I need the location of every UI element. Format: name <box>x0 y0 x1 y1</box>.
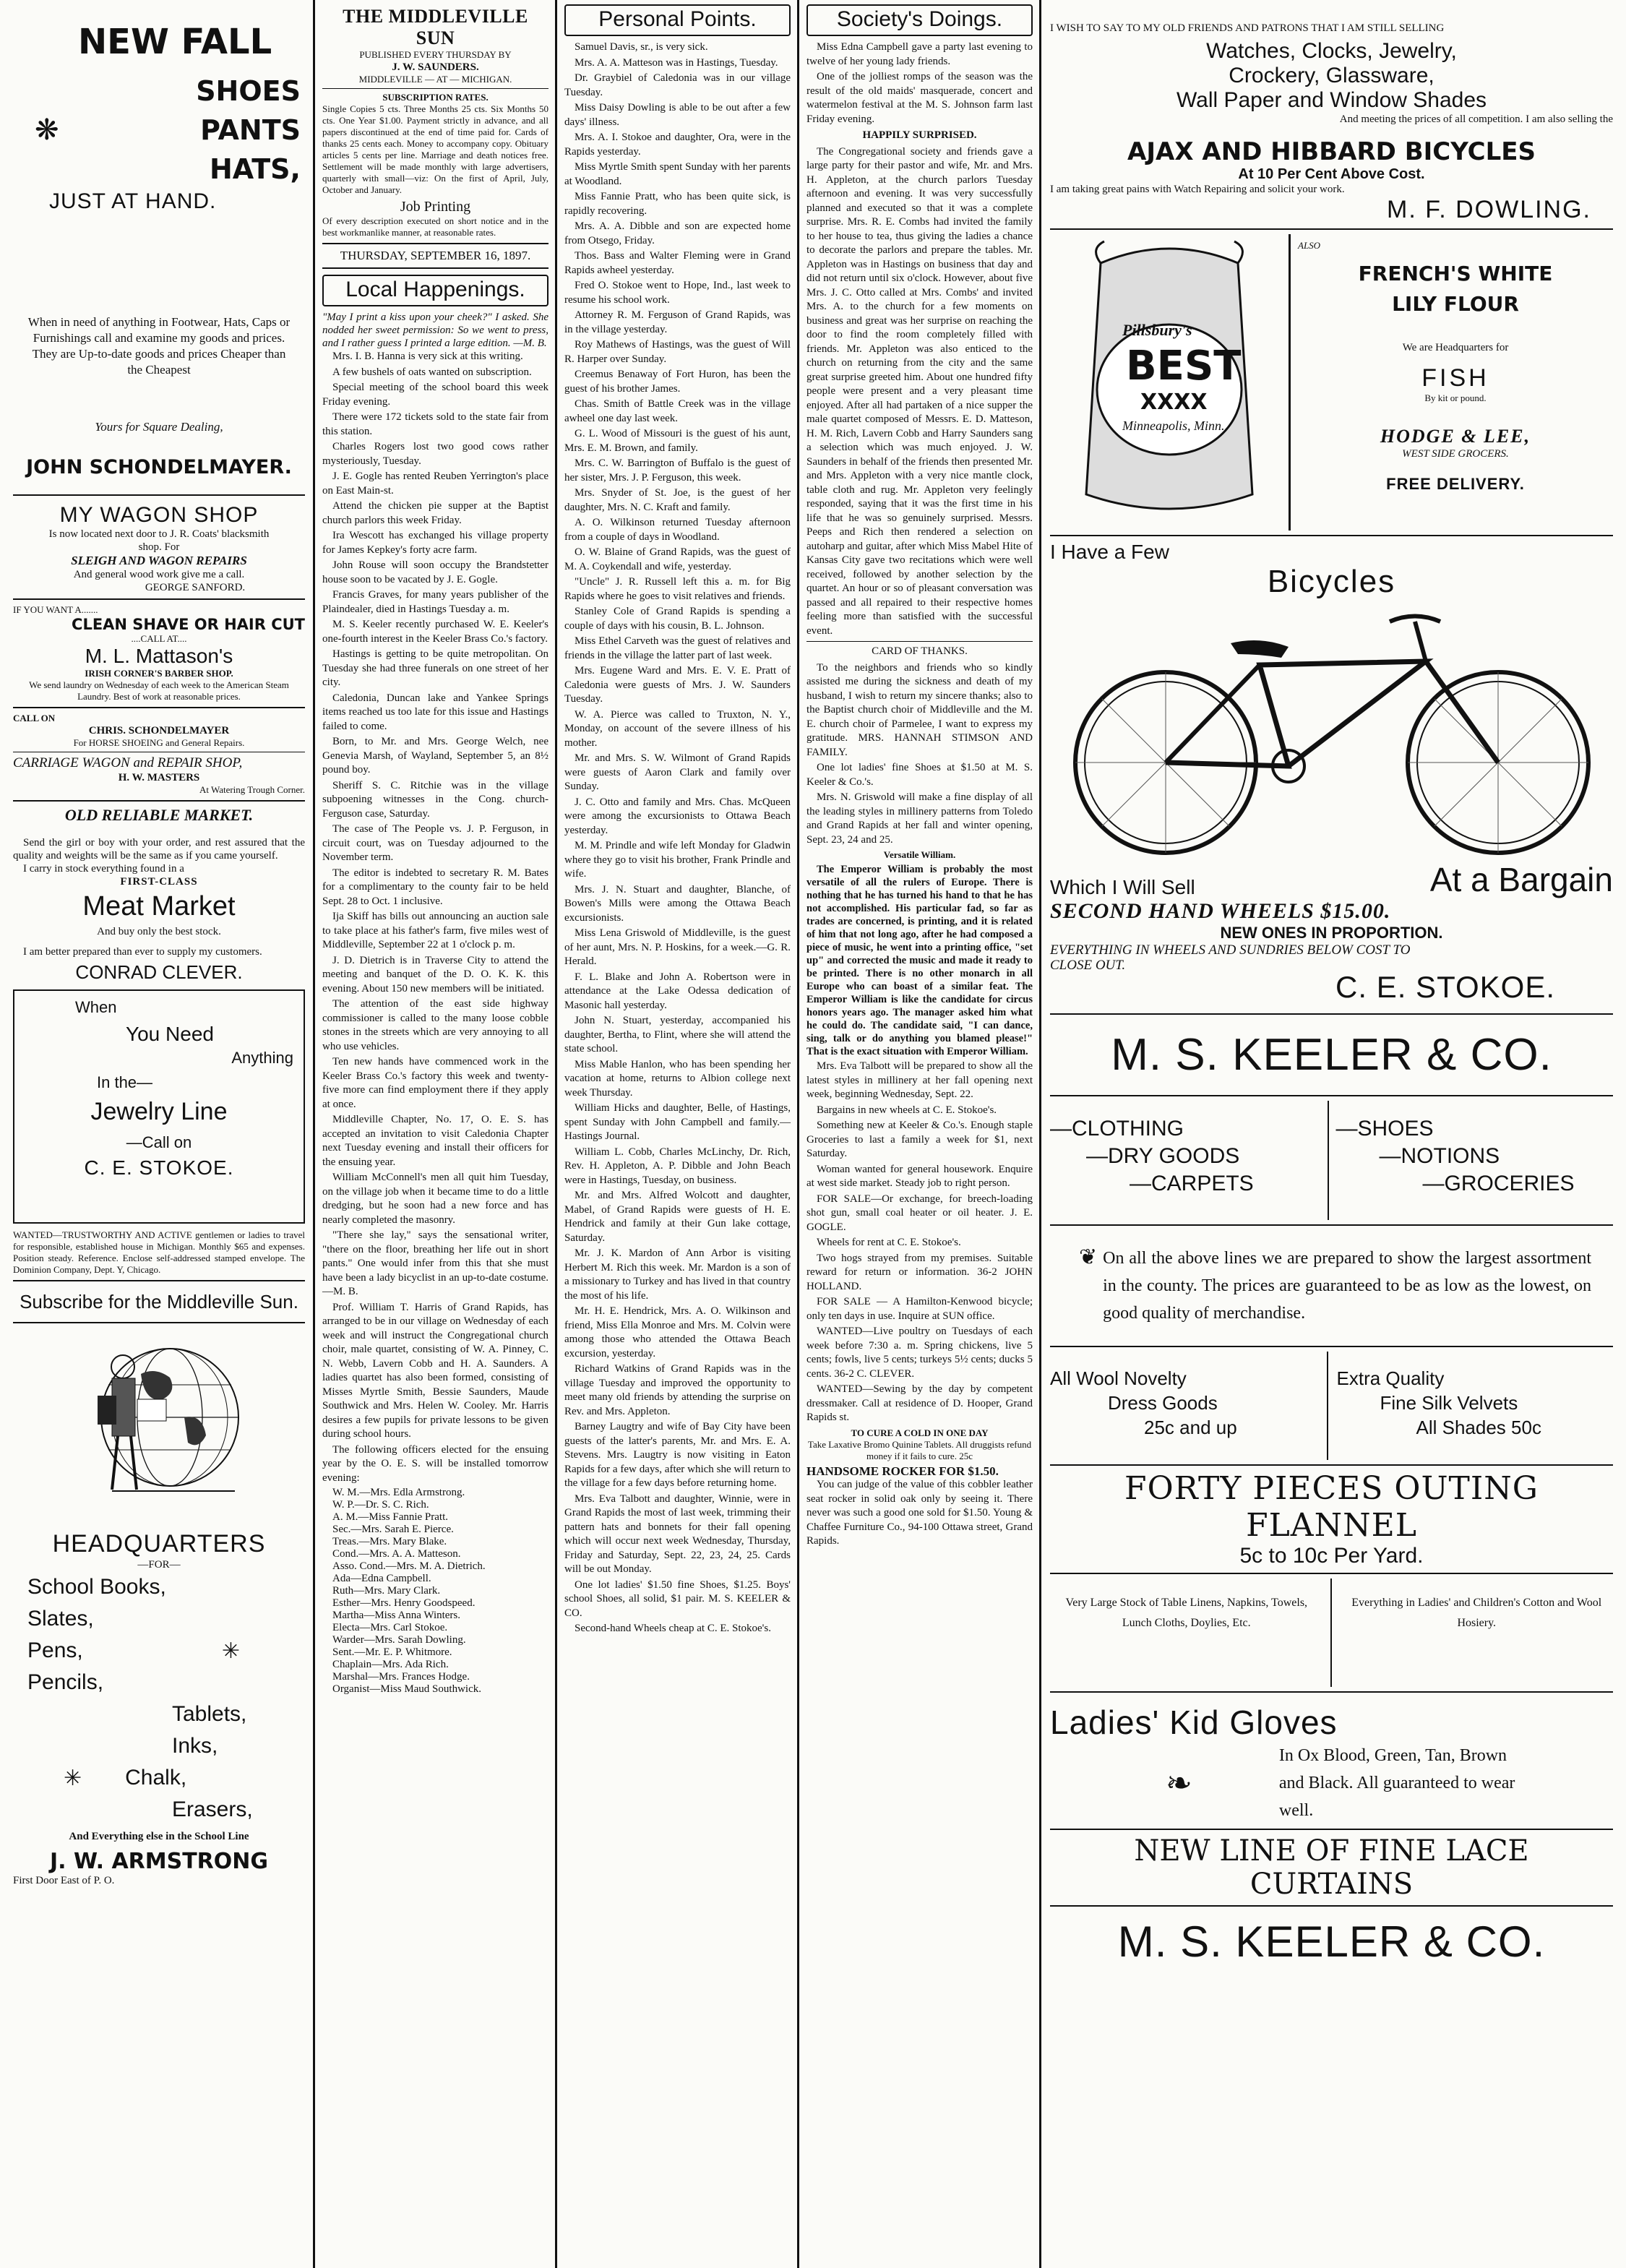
hq-item: Pens, <box>27 1638 83 1662</box>
shave-call: ....CALL AT.... <box>131 633 187 644</box>
wool-line-3: 25c and up <box>1144 1417 1237 1438</box>
news-item: The editor is indebted to secretary R. M. Bates for a complimentary to the county fair to be held Sept. 28 to Oct. 1 inclusive. <box>322 867 549 907</box>
news-item: The attention of the east side highway commissioner is called to the many loose cobble stones in the streets which are very annoying to all who use vehicles. <box>322 998 549 1052</box>
officer-entry: Sent.—Mr. E. P. Whitmore. <box>332 1646 452 1658</box>
market-ad <box>13 806 305 984</box>
jewelry-line-1: When <box>75 998 117 1016</box>
local-items <box>322 350 549 1485</box>
news-item: Fred O. Stokoe went to Hope, Ind., last week to resume his school work. <box>564 280 791 306</box>
hq-item: Inks, <box>172 1734 218 1758</box>
hq-item: Pencils, <box>27 1670 104 1694</box>
hosiery-ad: Everything in Ladies' and Children's Cotton and Wool Hosiery. <box>1351 1597 1602 1629</box>
article-paragraph: WANTED—Live poultry on Tuesdays of each week before 7:30 a. m. Spring chickens, live 5 cents; fowls, live 5 cents; turkeys 5½ cents; ducks 5 cents. 36-2 C. CLEVER. <box>806 1326 1033 1380</box>
news-item: Mr. and Mrs. Alfred Wolcott and daughter, Mabel, of Grand Rapids were guests of H. E. Hendrick and family at their Gun lake cottage, Saturday. <box>564 1190 791 1244</box>
market-stock: I carry in stock everything found in a <box>23 863 184 875</box>
article-paragraph: FOR SALE—Or exchange, for breech-loading shot gun, small coal heater or oil heater. J. E. GOGLE. <box>806 1193 1033 1233</box>
news-item: William Hicks and daughter, Belle, of Hastings, spent Sunday with John Campbell and family.—Hastings Journal. <box>564 1102 791 1142</box>
news-item: G. L. Wood of Missouri is the guest of his aunt, Mrs. E. M. Brown, and family. <box>564 428 791 454</box>
jewelry-line-2: You Need <box>126 1023 214 1045</box>
news-item: J. D. Dietrich is in Traverse City to attend the meeting and banquet of the D. O. K. K. this evening. About 150 new members will be initiated. <box>322 954 549 995</box>
dowling-line-1: Watches, Clocks, Jewelry, <box>1206 39 1457 63</box>
silk-line-1: Extra Quality <box>1336 1367 1445 1389</box>
market-body: Send the girl or boy with your order, and rest assured that the quality and weights will be the same as if you came yourself. <box>13 837 305 862</box>
article-paragraph: The Emperor William is probably the most versatile of all the rulers of Europe. There is nothing that he has turned his hand to that he has not accomplished. His particular fad, so far as trades are concerned, is printing, and it is related of him that not long ago, after he had composed a piece of music, he went into a printing office, "set up" and corrected the music and made it ready to be printed. There is no other monarch in all Europe who can boast of a similar feat. The Emperor William is like the candidate for circus honors years ago. The manager asked him what he could do. The candidate said, "I can dance, sing, talk or do anything you blamed please!" That is the exact situation with Emperor William. <box>806 864 1033 1057</box>
new-ones: NEW ONES IN PROPORTION. <box>1220 924 1443 942</box>
news-item: Richard Watkins of Grand Rapids was in the village Tuesday and improved the opportunity to meet many old friends by attending the surprise on Rev. and Mrs. Appleton. <box>564 1363 791 1417</box>
news-item: William McConnell's men all quit him Tuesday, on the village job when it became time to do a little dredging, but he soon had a new force and has nearly completed the masonry. <box>322 1172 549 1226</box>
news-item: Prof. William T. Harris of Grand Rapids, has arranged to be in our village on Wednesday of each week and will instruct the Congregational church choir, male quartet, consisting of W. A. Pinney, C. N. Webb, Lavern Cobb and H. A. Saunders. A ladies quartet has also been formed, consisting of Misses Myrtle Smith, Bessie Saunders, Maude Southwick and Mrs. Helen W. Cooley. Mr. Harris desires a few pupils for private lessons to be given during school hours. <box>322 1301 549 1440</box>
keeler-ad <box>1050 1029 1613 1967</box>
shoes-word: SHOES <box>196 75 301 107</box>
asterisk-icon: ✳ <box>64 1766 82 1790</box>
dowling-line-2: Crockery, Glassware, <box>1229 64 1434 87</box>
yours-line: Yours for Square Dealing, <box>95 420 223 434</box>
jewelry-line-4: In the— <box>97 1073 153 1091</box>
news-item: Mrs. A. A. Matteson was in Hastings, Tuesday. <box>575 56 778 69</box>
article-paragraph: Two hogs strayed from my premises. Suitable reward for return or information. 36-2 JOHN HOLLAND. <box>806 1252 1033 1292</box>
news-item: The following officers elected for the ensuing year by the O. E. S. will be installed tomorrow evening: <box>322 1443 549 1484</box>
wanted-ad: WANTED—TRUSTWORTHY AND ACTIVE gentlemen or ladies to travel for responsible, established house in Michigan. Monthly $65 and expenses. Position steady. Reference. Enclose self-addressed stamped envelope. The Dominion Company, Dept. Y, Chicago. <box>13 1229 305 1275</box>
shave-title: CLEAN SHAVE OR HAIR CUT <box>72 616 305 633</box>
news-item: M. S. Keeler recently purchased W. E. Keeler's one-fourth interest in the Keeler Brass Co.'s factory. <box>322 619 549 645</box>
flannel-head: FORTY PIECES OUTING FLANNEL <box>1124 1470 1539 1544</box>
news-item: Mr. J. K. Mardon of Ann Arbor is visiting Herbert M. Rich this week. Mr. Mardon is a son of a missionary to Turkey and has lived in that country the most of his life. <box>564 1247 791 1302</box>
personal-items <box>564 40 791 1636</box>
sack-brand: Pillsbury's <box>1122 321 1192 339</box>
news-item: William L. Cobb, Charles McLinchy, Dr. Rich, Rev. H. Appleton, A. P. Dibble and John Beach were in Hastings, Tuesday, on business. <box>564 1146 791 1186</box>
article-paragraph: You can judge of the value of this cobbler leather seat rocker in solid oak only by seeing it. There never was such a good one sold for $1.50. Young & Chaffee Furniture Co., 94-100 Ottawa street, Grand Rapids. <box>806 1479 1033 1547</box>
news-item: Mrs. A. I. Stokoe and daughter, Ora, were in the Rapids yesterday. <box>564 132 791 158</box>
society-doings-column <box>802 0 1037 2268</box>
globe-illustration <box>69 1331 249 1526</box>
news-item: O. W. Blaine of Grand Rapids, was the guest of M. A. Coykendall and wife, yesterday. <box>564 546 791 572</box>
publisher-name: J. W. SAUNDERS. <box>392 61 479 73</box>
sack-xxxx: XXXX <box>1140 390 1208 415</box>
news-item: M. M. Prindle and wife left Monday for Gladwin where they go to visit his brother, Frank Prindle and wife. <box>564 840 791 880</box>
line-item: —CARPETS <box>1130 1172 1254 1195</box>
bicycles-word: Bicycles <box>1267 564 1396 599</box>
news-item: Miss Fannie Pratt, who has been quite sick, is rapidly recovering. <box>564 191 791 217</box>
news-item: John Rouse will soon occupy the Brandstetter house soon to be vacated by J. E. Gogle. <box>322 559 549 585</box>
frenchs-flour: FRENCH'S WHITE LILY FLOUR <box>1358 262 1553 316</box>
rocker-head: HANDSOME ROCKER FOR $1.50. <box>806 1464 999 1478</box>
issue-date: THURSDAY, SEPTEMBER 16, 1897. <box>340 249 531 262</box>
leaf-ornament-icon: ❧ <box>1166 1765 1192 1801</box>
news-item: Samuel Davis, sr., is very sick. <box>575 41 708 53</box>
just-at-hand: JUST AT HAND. <box>49 189 217 213</box>
flannel-price: 5c to 10c Per Yard. <box>1239 1544 1424 1568</box>
fish-word: FISH <box>1421 364 1489 392</box>
news-item: "There she lay," says the sensational writer, "there on the floor, breathing her life out in short pants." One would infer from this that she must have been a lady bicyclist in an up-to-date costume.—M. B. <box>322 1229 549 1297</box>
hodge-lee-name: HODGE & LEE, <box>1380 426 1531 447</box>
masthead: THE MIDDLEVILLE SUN <box>343 6 528 48</box>
personal-points-head: Personal Points. <box>564 4 791 36</box>
silk-ad <box>1328 1352 1614 1460</box>
everything-wheels: EVERYTHING IN WHEELS AND SUNDRIES BELOW COST TO CLOSE OUT. <box>1050 942 1411 973</box>
schondelmayer-signature: JOHN SCHONDELMAYER. <box>26 456 292 478</box>
subscribe-notice: Subscribe for the Middleville Sun. <box>20 1291 298 1313</box>
sack-best: BEST <box>1126 343 1242 390</box>
hq-item: Slates, <box>27 1607 94 1631</box>
news-item: Middleville Chapter, No. 17, O. E. S. has accepted an invitation to visit Caledonia Chapter next Tuesday evening and install their officers for the ensuing year. <box>322 1114 549 1168</box>
call-on: CALL ON <box>13 713 56 723</box>
cold-cure-head: TO CURE A COLD IN ONE DAY <box>851 1427 989 1438</box>
have-few: I Have a Few <box>1050 541 1169 563</box>
hq-line: And Everything else in the School Line <box>69 1831 249 1842</box>
masters-name: H. W. MASTERS <box>118 772 200 783</box>
dowling-signature: M. F. DOWLING. <box>1387 196 1591 223</box>
jewelry-line-6: —Call on <box>126 1133 192 1151</box>
job-printing-body: Of every description executed on short notice and in the best workmanlike manner, at reasonable rates. <box>322 215 549 238</box>
best-stock: And buy only the best stock. <box>97 926 221 937</box>
column-rule <box>797 0 799 2268</box>
news-item: J. C. Otto and family and Mrs. Chas. McQueen were among the excursionists to Ottawa Beach yesterday. <box>564 796 791 836</box>
hq-item: Chalk, <box>125 1766 187 1790</box>
first-class: FIRST-CLASS <box>120 876 198 888</box>
news-item: Ira Wescott has exchanged his village property for James Kepkey's forty acre farm. <box>322 530 549 556</box>
carriage-ad <box>13 755 305 796</box>
wagon-signature: GEORGE SANFORD. <box>145 582 246 593</box>
versatile-head: Versatile William. <box>883 849 956 860</box>
armstrong-name: J. W. ARMSTRONG <box>49 1849 269 1874</box>
lace-curtains: NEW LINE OF FINE LACE CURTAINS <box>1134 1834 1529 1901</box>
news-item: Mrs. A. A. Dibble and son are expected home from Otsego, Friday. <box>564 220 791 246</box>
irish-corner: IRISH CORNER'S BARBER SHOP. <box>85 668 233 679</box>
officers-list <box>322 1487 549 1696</box>
news-item: Charles Rogers lost two good cows rather mysteriously, Tuesday. <box>322 441 549 467</box>
article-paragraph: Bargains in new wheels at C. E. Stokoe's. <box>817 1104 997 1116</box>
gloves-body: In Ox Blood, Green, Tan, Brown and Black. All guaranteed to wear well. <box>1278 1746 1515 1820</box>
prepared-block <box>1050 1230 1613 1341</box>
officer-entry: Cond.—Mrs. A. A. Matteson. <box>332 1548 461 1560</box>
happily-surprised-head: HAPPILY SURPRISED. <box>862 129 977 141</box>
subscription-title: SUBSCRIPTION RATES. <box>382 92 489 103</box>
news-item: Second-hand Wheels cheap at C. E. Stokoe's. <box>575 1623 771 1634</box>
watch-repair: I am taking great pains with Watch Repairing and solicit your work. <box>1050 184 1345 195</box>
wagon-repairs: SLEIGH AND WAGON REPAIRS <box>71 554 247 567</box>
news-item: A. O. Wilkinson returned Tuesday afternoon from a couple of days in Woodland. <box>564 517 791 543</box>
wool-silk-row <box>1050 1352 1613 1460</box>
news-item: Mrs. Snyder of St. Joe, is the guest of her daughter, Mrs. N. C. Kraft and family. <box>564 487 791 513</box>
officer-entry: W. M.—Mrs. Edla Armstrong. <box>332 1487 465 1498</box>
globe-schoolboy-icon <box>69 1331 249 1526</box>
gloves-head: Ladies' Kid Gloves <box>1050 1704 1338 1741</box>
news-item: There were 172 tickets sold to the state fair from this station. <box>322 411 549 437</box>
hq-title: HEADQUARTERS <box>52 1530 266 1558</box>
news-item: Thos. Bass and Walter Fleming were in Grand Rapids awheel yesterday. <box>564 250 791 276</box>
article-paragraph: WANTED—Sewing by the day by competent dressmaker. Call at residence of D. Hooper, Grand Rapids st. <box>806 1383 1033 1423</box>
news-item: Creemus Benaway of Fort Huron, has been the guest of his brother James. <box>564 369 791 395</box>
society-doings-head: Society's Doings. <box>806 4 1033 36</box>
officer-entry: Warder—Mrs. Sarah Dowling. <box>332 1634 466 1646</box>
also-line: ALSO <box>1298 240 1321 251</box>
ajax-bicycles: AJAX AND HIBBARD BICYCLES <box>1127 137 1536 166</box>
news-item: Born, to Mr. and Mrs. George Welch, nee Genevia Marsh, of Wayland, September 5, an 8½ pound boy. <box>322 736 549 776</box>
news-item: Barney Laugtry and wife of Bay City have been guests of the latter's parents, Mr. and Mrs. E. A. Stevens. Mrs. Laugtry is now visiting in Eaton Rapids for a few days, after which she will return to the village for a few days before returning home. <box>564 1421 791 1489</box>
column-rule <box>1039 0 1041 2268</box>
pants-word: PANTS <box>200 114 301 146</box>
news-item: J. E. Gogle has rented Reuben Yerrington's place on East Main-st. <box>322 471 549 497</box>
meat-market: Meat Market <box>82 891 236 922</box>
by-kit: By kit or pound. <box>1424 392 1487 403</box>
leaf-ornament-icon: ❦ <box>1079 1245 1098 1269</box>
linens-hosiery-row <box>1050 1578 1613 1687</box>
article-paragraph: FOR SALE — A Hamilton-Kenwood bicycle; only ten days in use. Inquire at SUN office. <box>806 1296 1033 1322</box>
article-paragraph: One of the jolliest romps of the season was the result of the old maids' masquerade, concert and watermelon festival at the M. S. Johnson farm last Friday evening. <box>806 71 1033 125</box>
stokoe-signature: C. E. STOKOE. <box>1335 970 1555 1004</box>
news-item: Mrs. C. W. Barrington of Buffalo is the guest of her sister, Mrs. J. P. Ferguson, this week. <box>564 458 791 484</box>
officer-entry: A. M.—Miss Fannie Pratt. <box>332 1511 449 1523</box>
gloves-block <box>1050 1742 1613 1824</box>
clever-signature: CONRAD CLEVER. <box>75 961 243 983</box>
watering-trough: At Watering Trough Corner. <box>199 784 305 795</box>
prepared-text: On all the above lines we are prepared to show the largest assortment in the county. The prices are guaranteed to be as low as the lowest, on good quality of merchandise. <box>1103 1249 1591 1323</box>
officer-entry: Treas.—Mrs. Mary Blake. <box>332 1536 447 1547</box>
hq-flour: We are Headquarters for <box>1402 342 1509 353</box>
horse-shoeing-ad <box>13 713 305 749</box>
keeler-title-bottom: M. S. KEELER & CO. <box>1117 1917 1546 1966</box>
news-item: Miss Myrtle Smith spent Sunday with her parents at Woodland. <box>564 161 791 187</box>
news-item: Miss Mable Hanlon, who has been spending her vacation at home, returns to Albion college next week Thursday. <box>564 1058 791 1099</box>
new-fall-title: NEW FALL <box>78 22 272 62</box>
officer-entry: Martha—Miss Anna Winters. <box>332 1610 461 1621</box>
officer-entry: Organist—Miss Maud Southwick. <box>332 1683 481 1695</box>
wool-line-2: Dress Goods <box>1108 1392 1218 1414</box>
carriage-shop: CARRIAGE WAGON and REPAIR SHOP, <box>13 755 243 770</box>
officer-entry: Sec.—Mrs. Sarah E. Pierce. <box>332 1524 454 1535</box>
silk-line-3: All Shades 50c <box>1416 1417 1541 1438</box>
wagon-body2: And general wood work give me a call. <box>73 569 245 580</box>
linens-ad: Very Large Stock of Table Linens, Napkins, Towels, Lunch Cloths, Doylies, Etc. <box>1065 1597 1308 1629</box>
news-item: Roy Mathews of Hastings, was the guest of Will R. Harper over Sunday. <box>564 339 791 365</box>
article-paragraph: Mrs. N. Griswold will make a fine display of all the leading styles in millinery patterns from Toledo and Grand Rapids at her fall and winter opening, Sept. 23, 24 and 25. <box>806 791 1033 846</box>
which-sell: Which I Will Sell <box>1050 876 1195 898</box>
schondelmayer-ad <box>13 22 305 271</box>
bicycle-ad <box>1050 541 1613 1005</box>
jewelry-line-3: Anything <box>231 1049 293 1067</box>
officer-entry: Electa—Mrs. Carl Stokoe. <box>332 1622 448 1633</box>
jewelry-ad <box>13 989 305 1224</box>
article-paragraph: The Congregational society and friends gave a large party for their pastor and wife, Mr. and Mrs. H. Appleton, at the church parlors Tuesday afternoon and evening. It was very successfully planned and executed so that it was a complete surprise. Mrs. R. E. Combs had invited the family to her house to tea, thus giving the ladies a chance to decorate the parlors and prepare the tables. Mr. Appleton was in Hastings on business that day and did not return until six o'clock. However, about five Mrs. J. C. Otto called at Mrs. Combs' and invited Mrs. A. to the church for a few moments on business and great was her surprise on reaching the door to find the room completely filled with friends. Mr. Appleton was also enticed to the church on returning from the city and the same great surprise greeted him. About one hundred fifty people were present and a very pleasant time enjoyed. After all had partaken of a nice supper the male quartet composed of Messrs. E. D. Matteson, H. M. Rich, Lavern Cobb and Harry Saunders sang a selection which was much enjoyed. J. W. Saunders in behalf of the friends then presented Mr. and Mrs. Appleton with a very nice mantle clock, table cloth and rug. Mr. Appleton very feelingly responded, saying that it was the first time in his life that he was so genuinely surprised. Messrs. Peeps and Rich then rendered a selection on autoharp and guitar, after which Miss Mabel Hite of Kansas City gave two recitations which were well received, followed by another selection by the quartet. An hour or so of pleasant conversation was passed and all repaired to their respective homes feeling more than satisfied with the successful event. <box>806 145 1033 637</box>
free-delivery: FREE DELIVERY. <box>1386 475 1525 493</box>
news-item: Stanley Cole of Grand Rapids is spending a couple of days with his cousin, B. L. Johnson. <box>564 606 791 632</box>
market-title: OLD RELIABLE MARKET. <box>64 806 254 824</box>
flour-ad <box>1050 234 1613 531</box>
hodge-lee-ad <box>1291 234 1613 531</box>
article-paragraph: One lot ladies' fine Shoes at $1.50 at M. S. Keeler & Co.'s. <box>806 762 1033 788</box>
news-item: Ten new hands have commenced work in the Keeler Brass Co.'s factory this week and twenty-five more can find employment there if they apply at once. <box>322 1056 549 1110</box>
line-item: —GROCERIES <box>1422 1172 1575 1195</box>
asterisk-icon: ✳ <box>221 1638 240 1663</box>
news-item: Special meeting of the school board this week Friday evening. <box>322 382 549 408</box>
line-item: —CLOTHING <box>1050 1117 1184 1141</box>
keeler-title: M. S. KEELER & CO. <box>1111 1030 1552 1080</box>
hats-word: HATS, <box>210 153 301 185</box>
ajax-sub: At 10 Per Cent Above Cost. <box>1238 166 1425 182</box>
wagon-body: Is now located next door to J. R. Coats' blacksmith shop. For <box>48 528 270 553</box>
line-item: —NOTIONS <box>1379 1144 1500 1168</box>
officer-entry: Marshal—Mrs. Frances Hodge. <box>332 1671 470 1683</box>
keeler-lines <box>1050 1101 1613 1220</box>
news-item: Mr. and Mrs. S. W. Wilmont of Grand Rapids were guests of Aaron Clark and family over Sunday. <box>564 752 791 792</box>
line-item: —DRY GOODS <box>1086 1144 1240 1168</box>
keeler-lines-right <box>1329 1101 1614 1220</box>
sack-city: Minneapolis, Minn. <box>1122 418 1225 433</box>
ads-column-left <box>7 0 311 2268</box>
ads-column-right <box>1044 0 1619 2268</box>
published-line: PUBLISHED EVERY THURSDAY BY <box>359 49 512 60</box>
barber-ad <box>13 604 305 703</box>
officer-entry: Ruth—Mrs. Mary Clark. <box>332 1585 441 1597</box>
local-happenings-column <box>318 0 553 2268</box>
news-item: Miss Ethel Carveth was the guest of relatives and friends in the village the latter part of last week. <box>564 635 791 661</box>
officer-entry: Ada—Edna Campbell. <box>332 1573 431 1584</box>
job-printing-title: Job Printing <box>400 199 471 215</box>
news-item: Ija Skiff has bills out announcing an auction sale to take place at his father's farm, five miles west of Middleville, September 22 at 1 o'clock p. m. <box>322 911 549 950</box>
line-item: —SHOES <box>1335 1117 1434 1141</box>
news-item: "Uncle" J. R. Russell left this a. m. for Big Rapids where he goes to visit relatives and friends. <box>564 576 791 602</box>
dowling-ad <box>1050 22 1613 224</box>
laundry-note: We send laundry on Wednesday of each week to the American Steam Laundry. Best of work at reasonable prices. <box>29 679 289 702</box>
article-paragraph: Miss Edna Campbell gave a party last evening to twelve of her young lady friends. <box>806 41 1033 67</box>
local-happenings-head: Local Happenings. <box>322 275 549 306</box>
article-paragraph: Woman wanted for general housework. Enquire at west side market. Steady job to right person. <box>806 1163 1033 1189</box>
at-bargain: At a Bargain <box>1429 861 1613 898</box>
place-line: MIDDLEVILLE — AT — MICHIGAN. <box>358 74 512 85</box>
dowling-intro: I WISH TO SAY TO MY OLD FRIENDS AND PATRONS THAT I AM STILL SELLING <box>1050 22 1445 34</box>
dowling-meet: And meeting the prices of all competition. I am also selling the <box>1339 113 1613 125</box>
shave-intro: IF YOU WANT A....... <box>13 604 98 615</box>
hq-item: School Books, <box>27 1575 166 1599</box>
officer-entry: Esther—Mrs. Henry Goodspeed. <box>332 1597 476 1609</box>
fall-ad-body: When in need of anything in Footwear, Hats, Caps or Furnishings call and examine my goods and prices. They are Up-to-date goods and prices Cheaper than the Cheapest <box>27 315 291 377</box>
mattason-name: M. L. Mattason's <box>85 645 233 667</box>
jewelry-line-7: C. E. STOKOE. <box>84 1156 234 1179</box>
hq-item: Erasers, <box>172 1797 253 1821</box>
news-item: Caledonia, Duncan lake and Yankee Springs items reached us too late for this issue and Hastings failed to come. <box>322 692 549 732</box>
news-item: Hastings is getting to be quite metropolitan. On Tuesday she had three funerals on one street of her city. <box>322 648 549 688</box>
kiss-poem: "May I print a kiss upon your cheek?" I asked. She nodded her sweet permission: So we went to press, and I rather guess I printed a large edition. —M. B. <box>322 312 549 349</box>
column-rule <box>555 0 557 2268</box>
jewelry-line-5: Jewelry Line <box>90 1098 228 1125</box>
article-paragraph: Something new at Keeler & Co.'s. Enough staple Groceries to last a family a week for $1, next Saturday. <box>806 1120 1033 1159</box>
wagon-shop-ad <box>13 503 305 594</box>
article-paragraph: To the neighbors and friends who so kindly assisted me during the sickness and death of my husband, I wish to return my sincere thanks; also to the Baptist church choir of Middleville and the M. E. church choir of Parmelee, I want to express my gratitude. MRS. HANNAH STIMSON AND FAMILY. <box>806 661 1033 758</box>
subscription-rates: Single Copies 5 cts. Three Months 25 cts. Six Months 50 cts. One Year $1.00. Payment strictly in advance, and all papers discontinued at the end of time paid for. Cards of thanks 25 cents each. Money to accompany copy. Obituary articles 5 cents per line. Marriage and death notices free. Settlement will be made monthly with large advertisers, quarterly with small—viz: On the first of April, July, October and January. <box>322 103 549 195</box>
headquarters-ad <box>13 1530 305 1887</box>
flour-sack <box>1050 234 1289 531</box>
hq-for: —FOR— <box>137 1559 181 1571</box>
chris-name: CHRIS. SCHONDELMAYER <box>88 725 230 736</box>
news-item: Mrs. I. B. Hanna is very sick at this writing. <box>332 351 523 362</box>
news-item: John N. Stuart, yesterday, accompanied his daughter, Bertha, to Flint, where she will attend the state school. <box>564 1015 791 1054</box>
wool-ad <box>1050 1352 1327 1460</box>
news-item: Mr. H. E. Hendrick, Mrs. A. O. Wilkinson and friend, Miss Ella Monroe and Mrs. M. Colvin were among those who attended the Ottawa Beach excursion, yesterday. <box>564 1305 791 1359</box>
wagon-title: MY WAGON SHOP <box>59 503 259 527</box>
better-prepared: I am better prepared than ever to supply my customers. <box>23 946 262 958</box>
personal-points-column <box>560 0 795 2268</box>
news-item: One lot ladies' $1.50 fine Shoes, $1.25. Boys' school Shoes, all solid, $1 pair. M. S. KEELER & CO. <box>564 1578 791 1619</box>
cold-cure-body: Take Laxative Bromo Quinine Tablets. All druggists refund money if it fails to cure. 25c <box>807 1438 1032 1461</box>
article-paragraph: Wheels for rent at C. E. Stokoe's. <box>817 1237 961 1248</box>
bicycle-icon <box>1050 600 1614 860</box>
west-side-grocers: WEST SIDE GROCERS. <box>1402 448 1509 460</box>
silk-line-2: Fine Silk Velvets <box>1380 1392 1518 1414</box>
news-item: Mrs. Eugene Ward and Mrs. E. V. E. Pratt of Caledonia were guests of Mrs. J. W. Saunders Tuesday. <box>564 665 791 705</box>
news-item: Dr. Graybiel of Caledonia was in our village Tuesday. <box>564 72 791 98</box>
officer-entry: Asso. Cond.—Mrs. M. A. Dietrich. <box>332 1560 486 1572</box>
column-rule <box>313 0 315 2268</box>
first-door: First Door East of P. O. <box>13 1875 115 1886</box>
news-item: Miss Lena Griswold of Middleville, is the guest of her aunt, Mrs. N. P. Hoskins, for a week.—G. R. Herald. <box>564 927 791 967</box>
officer-entry: Chaplain—Mrs. Ada Rich. <box>332 1659 449 1670</box>
news-item: Miss Daisy Dowling is able to be out after a few days' illness. <box>564 102 791 128</box>
officer-entry: W. P.—Dr. S. C. Rich. <box>332 1499 429 1511</box>
news-item: Attend the chicken pie supper at the Baptist church parlors this week Friday. <box>322 500 549 526</box>
news-item: Sheriff S. C. Ritchie was in the village subpoening witnesses in the Cong. church-Ferguson case, Saturday. <box>322 779 549 820</box>
second-hand-wheels: SECOND HAND WHEELS $15.00. <box>1050 899 1391 923</box>
dowling-line-3: Wall Paper and Window Shades <box>1176 88 1487 112</box>
keeler-lines-left <box>1050 1101 1328 1220</box>
card-of-thanks-head: CARD OF THANKS. <box>872 645 968 657</box>
news-item: Mrs. J. N. Stuart and daughter, Blanche, of Bowen's Mills were among the Ottawa Beach excursionists. <box>564 883 791 924</box>
news-item: Mrs. Eva Talbott and daughter, Winnie, were in Grand Rapids the most of last week, trimming their pattern hats and bonnets for their fall opening which will occur next week Wednesday, Thursday, Friday and Saturday, Sept. 22, 23, 24, 25. Cards will be out Monday. <box>564 1492 791 1575</box>
news-item: The case of The People vs. J. P. Ferguson, in circuit court, was on Tuesday adjourned to the November term. <box>322 823 549 863</box>
hq-item: Tablets, <box>172 1702 247 1726</box>
news-item: A few bushels of oats wanted on subscription. <box>332 366 532 378</box>
news-item: F. L. Blake and John A. Robertson were in attendance at the Lake Odessa dedication of Masonic hall yesterday. <box>564 971 791 1011</box>
wool-line-1: All Wool Novelty <box>1050 1367 1187 1389</box>
news-item: Chas. Smith of Battle Creek was in the village awheel one day last week. <box>564 398 791 424</box>
news-item: W. A. Pierce was called to Truxton, N. Y., Monday, on account of the severe illness of his mother. <box>564 708 791 749</box>
article-paragraph: Mrs. Eva Talbott will be prepared to show all the latest styles in millinery at her fall opening next week, beginning Wednesday, Sept. 22. <box>806 1060 1033 1100</box>
news-item: Francis Graves, for many years publisher of the Plaindealer, died in Hastings Tuesday a. m. <box>322 589 549 615</box>
horse-shoeing: For HORSE SHOEING and General Repairs. <box>73 737 245 748</box>
news-item: Attorney R. M. Ferguson of Grand Rapids, was in the village yesterday. <box>564 309 791 335</box>
ornament-icon: ❋ <box>35 113 59 146</box>
